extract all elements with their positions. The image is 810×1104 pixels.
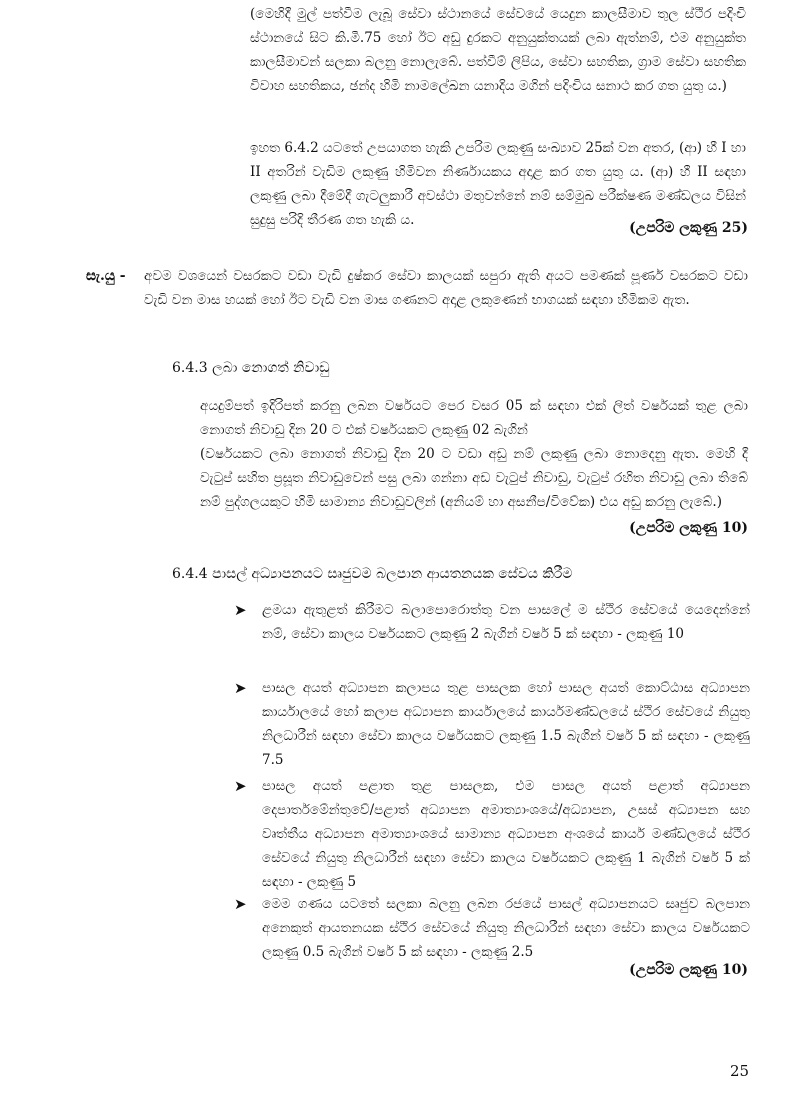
section-heading-6-4-3: 6.4.3 ලබා නොගත් නිවාඩු xyxy=(172,360,330,376)
max-marks-explanation-paragraph: ඉහත 6.4.2 යටතේ උපයාගත හැකි උපරිම ලකුණු සංඛ්‍යාව 25ක් වන අතර, (ආ) හී I හා II අතරින් වැඩිම ලකුණු හිමිවන නිර්ණායකය අදාළ කර ගත යුතු ය. (ආ) හී II සඳහා ලකුණු ලබා දීමේදී ගැටලුකාරී අවස්ථා මතුවන්නේ නම් සම්මුඛ පරීක්ෂණ මණ්ඩලය විසින් සුදුසු පරිදි තීරණ ගත හැකි ය. xyxy=(250,140,746,228)
residence-note-paragraph: (මෙහිදී මුල් පත්වීම ලැබූ සේවා ස්ථානයේ සේවයේ යෙදුන කාලසීමාව තුල ස්ථිර පදිංචි ස්ථානයේ සිට කි.මී.75 හෝ ඊට අඩු දුරකට අනුයුක්තයක් ලබා ඇත්නම්, එම අනුයුක්ත කාලසීමාවන් සලකා බලනු නොලැබේ. පත්වීම් ලිපිය, සේවා සහතික, ග්‍රාම සේවා සහතික විවාහ සහතිකය, ඡන්ද හිමි නාමලේඛන යනාදිය මගින් පදිංචිය සනාථ කර ගත යුතු ය.) xyxy=(250,6,746,94)
unused-leave-note-paragraph: (වර්ෂයකට ලබා නොගත් නිවාඩු දින 20 ට වඩා අඩු නම් ලකුණු ලබා නොදෙනු ඇත. මෙහි දී වැටුප් සහිත ප්‍රසූත නිවාඩුවෙන් පසු ලබා ගන්නා අඩ වැටුප් නිවාඩු, වැටුප් රහිත නිවාඩු ලබා තිබේ නම් පුද්ගලයකුට හිමි සාමාන්‍ය නිවාඩුවලින් (අනියම් හා අසනීප/විවේක) එය අඩු කරනු ලැබේ.) xyxy=(200,446,748,510)
note-label: සැ.යු - xyxy=(86,268,126,284)
bullet-item-2: පාසල අයත් අධ්‍යාපන කලාපය තුළ පාසලක හෝ පාසල අයත් කොට්ඨාස අධ්‍යාපන කාර්යාලයේ හෝ කලාප අධ්‍යාපන කාර්යාලයේ කාර්යමණ්ඩලයේ ස්ථිර සේවයේ නියුතු නිලධාරීන් සඳහා සේවා කාලය වර්ෂයකට ලකුණු 1.5 බැගින් වර්ෂ 5 ක් සඳහා - ලකුණු 7.5 xyxy=(262,680,750,768)
max-marks-10-leave: (උපරිම ලකුණු 10) xyxy=(629,520,748,536)
section-heading-6-4-4: 6.4.4 පාසල් අධ්‍යාපනයට සෘජුවම බලපාන ආයතනයක සේවය කිරීම xyxy=(172,566,573,582)
bullet-item-4: මෙම ගණය යටතේ සලකා බලනු ලබන රජයේ පාසල් අධ්‍යාපනයට සෘජුව බලපාන අනෙකුත් ආයතනයක ස්ථිර සේවයේ නියුතු නිලධාරීන් සඳහා සේවා කාලය වර්ෂයකට ලකුණු 0.5 බැගින් වර්ෂ 5 ක් සඳහා - ලකුණු 2.5 xyxy=(262,896,750,960)
arrowhead-bullet-icon: ➤ xyxy=(234,895,247,913)
max-marks-10-service: (උපරිම ලකුණු 10) xyxy=(629,962,748,978)
note-text: අවම වශයෙන් වසරකට වඩා වැඩි දුෂ්කර සේවා කාලයක් සපුරා ඇති අයට පමණක් පූර්ණ වසරකට වඩා වැඩි වන මාස හයක් හෝ ඊට වැඩි වන මාස ගණනට අදාළ ලකුණෙන් භාගයක් සඳහා හිමිකම ඇත. xyxy=(144,268,748,308)
arrowhead-bullet-icon: ➤ xyxy=(234,777,247,795)
max-marks-25: (උපරිම ලකුණු 25) xyxy=(629,220,748,236)
unused-leave-paragraph: අයදුම්පත් ඉදිරිපත් කරනු ලබන වර්ෂයට පෙර වසර 05 ක් සඳහා එක් ලිත් වර්ෂයක් තුළ ලබා නොගත් නිවාඩු දින 20 ට එක් වර්ෂයකට ලකුණු 02 බැගින් xyxy=(200,398,748,438)
page-number: 25 xyxy=(730,1062,750,1080)
bullet-item-3: පාසල අයත් පළාත තුළ පාසලක, එම පාසල අයත් පළාත් අධ්‍යාපන දෙපාර්තමේන්තුවේ/පළාත් අධ්‍යාපන අමාත්‍යාංශයේ/අධ්‍යාපන, උසස් අධ්‍යාපන සහ වෘත්තීය අධ්‍යාපන අමාත්‍යාංශයේ සාමාන්‍ය අධ්‍යාපන අංශයේ කාර්ය මණ්ඩලයේ ස්ථිර සේවයේ නියුතු නිලධාරීන් සඳහා සේවා කාලය වර්ෂයකට ලකුණු 1 බැගින් වර්ෂ 5 ක් සඳහා - ලකුණු 5 xyxy=(262,778,750,890)
bullet-item-1: ළමයා ඇතුළත් කිරීමට බලාපොරොත්තු වන පාසලේ ම ස්ථිර සේවයේ යෙදෙන්නේ නම්, සේවා කාලය වර්ෂයකට ලකුණු 2 බැගින් වර්ෂ 5 ක් සඳහා - ලකුණු 10 xyxy=(262,602,750,642)
arrowhead-bullet-icon: ➤ xyxy=(234,679,247,697)
arrowhead-bullet-icon: ➤ xyxy=(234,601,247,619)
